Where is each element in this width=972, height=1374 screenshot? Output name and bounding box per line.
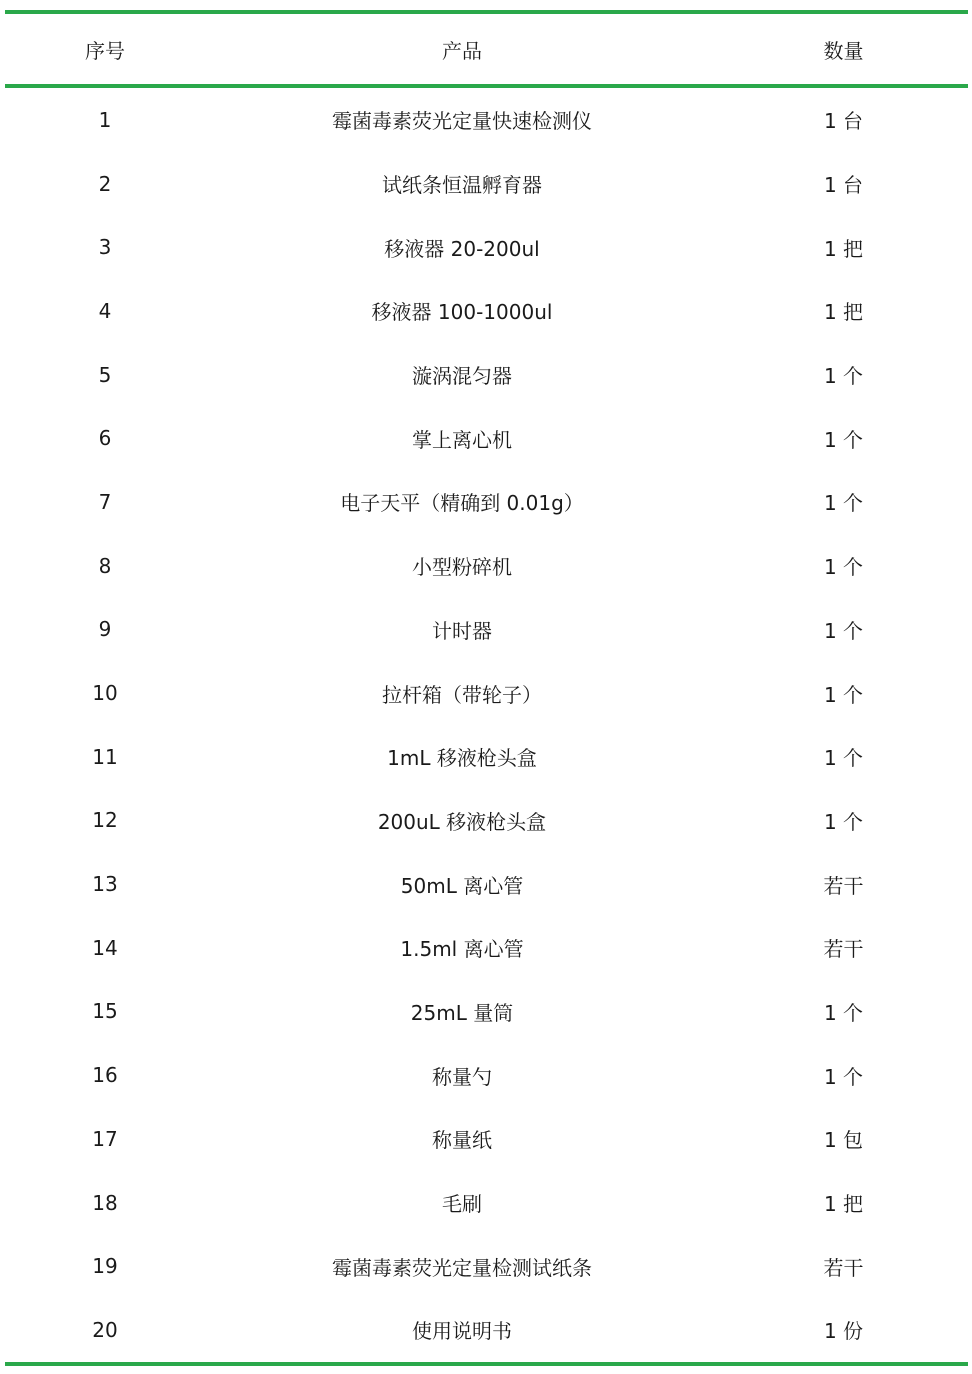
table-row [5,725,968,789]
row-index: 4 [98,298,112,323]
row-quantity: 1 份 [823,1319,864,1344]
row-index: 17 [92,1126,118,1151]
row-product: 移液器 100-1000ul [371,300,553,325]
table-row [5,661,968,725]
row-index: 3 [98,235,112,260]
header-row [5,12,968,86]
table-row [5,86,968,152]
row-quantity: 1 个 [823,1000,864,1025]
row-quantity: 1 个 [823,746,864,771]
row-quantity: 1 台 [823,173,864,198]
header-product: 产品 [442,38,482,63]
row-index: 1 [98,107,112,132]
table-row [5,470,968,534]
row-product: 称量纸 [432,1128,492,1153]
row-quantity: 1 个 [823,809,864,834]
row-index: 19 [92,1254,118,1279]
row-index: 15 [92,999,118,1024]
row-product: 25mL 量筒 [410,1000,514,1025]
row-quantity: 若干 [823,1255,864,1280]
row-product: 计时器 [432,618,492,643]
table-row [5,279,968,343]
row-index: 18 [92,1190,118,1215]
table-row [5,1298,968,1364]
table-row [5,343,968,407]
row-index: 12 [92,808,118,833]
row-index: 5 [98,362,112,387]
row-product: 使用说明书 [412,1319,512,1344]
table-row [5,215,968,279]
row-quantity: 1 个 [823,618,864,643]
row-index: 2 [98,171,112,196]
row-quantity: 1 台 [823,109,864,134]
table-row [5,534,968,598]
row-product: 掌上离心机 [412,427,512,452]
row-product: 移液器 20-200ul [384,236,540,261]
table-row [5,598,968,662]
row-product: 漩涡混匀器 [412,364,512,389]
row-quantity: 1 个 [823,364,864,389]
header-index: 序号 [85,38,125,63]
table-row [5,152,968,216]
row-product: 1mL 移液枪头盒 [387,746,537,771]
row-quantity: 若干 [823,873,864,898]
table-row [5,406,968,470]
row-index: 10 [92,681,118,706]
row-index: 16 [92,1063,118,1088]
table-row [5,980,968,1044]
row-product: 50mL 离心管 [400,873,524,898]
row-index: 9 [98,617,112,642]
row-product: 拉杆箱（带轮子） [382,682,542,707]
row-quantity: 1 个 [823,555,864,580]
row-quantity: 1 把 [823,1192,864,1217]
table-row [5,1043,968,1107]
row-quantity: 若干 [823,937,864,962]
product-list-table-container [5,10,968,1366]
row-product: 1.5ml 离心管 [400,937,524,962]
table-row [5,1107,968,1171]
row-quantity: 1 把 [823,300,864,325]
row-index: 6 [98,426,112,451]
row-quantity: 1 个 [823,1064,864,1089]
header-quantity: 数量 [823,38,864,63]
row-index: 13 [92,872,118,897]
table-header [5,12,968,86]
row-index: 11 [92,744,118,769]
row-quantity: 1 把 [823,236,864,261]
table-row [5,1171,968,1235]
row-index: 14 [92,935,118,960]
row-product: 霉菌毒素荧光定量检测试纸条 [332,1255,592,1280]
table-row [5,852,968,916]
product-list-table [5,10,968,1366]
row-quantity: 1 包 [823,1128,864,1153]
row-index: 8 [98,553,112,578]
row-product: 试纸条恒温孵育器 [382,173,542,198]
table-row [5,916,968,980]
row-quantity: 1 个 [823,491,864,516]
row-quantity: 1 个 [823,682,864,707]
row-quantity: 1 个 [823,427,864,452]
row-index: 7 [98,489,112,514]
table-row [5,1234,968,1298]
row-product: 电子天平（精确到 0.01g） [340,491,584,516]
table-row [5,789,968,853]
row-product: 称量勺 [432,1064,492,1089]
row-product: 200uL 移液枪头盒 [377,809,547,834]
row-product: 毛刷 [442,1192,482,1217]
row-product: 小型粉碎机 [412,555,512,580]
table-body [5,86,968,1364]
row-product: 霉菌毒素荧光定量快速检测仪 [332,109,592,134]
row-index: 20 [92,1317,118,1342]
